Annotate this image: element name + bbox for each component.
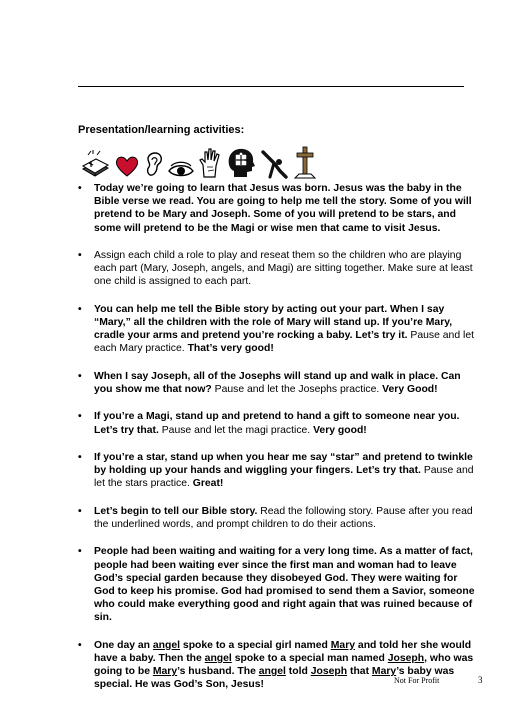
activity-icon-row <box>80 145 316 179</box>
text-segment: When I say Joseph, all of the Josephs will stand up and walk in place. Can you show me that now? <box>94 370 461 395</box>
bible-icon <box>80 149 110 179</box>
underlined-cue-word: Mary <box>371 666 397 678</box>
puzzle-head-icon <box>226 147 256 179</box>
list-item <box>78 249 480 289</box>
bullet-glyph: • <box>78 639 82 651</box>
text-segment: Very good! <box>313 424 367 436</box>
underlined-cue-word: angel <box>204 652 232 664</box>
text-segment: told <box>285 666 311 678</box>
page-number: 3 <box>478 675 483 685</box>
list-item <box>78 451 480 491</box>
underlined-cue-word: Mary <box>330 639 356 651</box>
text-segment: Let’s begin to tell our Bible story. <box>94 505 258 517</box>
ear-icon <box>144 151 164 179</box>
cross-icon <box>294 145 316 179</box>
text-segment: If you’re a star, stand up when you hear me say “star” and pretend to twinkle by holding up your hands and wiggling your fingers. Let’s try that. <box>94 451 473 477</box>
underlined-cue-word: Mary <box>152 666 178 678</box>
text-segment: You can help me tell the Bible story by acting out your part. When I say “Mary,” all the children with the role of Mary will stand up. If you’re Mary, cradle your arms and pretend you’re rocking a baby. Let’s try it. <box>94 303 453 342</box>
text-segment: Read the following story. Pause after you read the underlined words, and prompt children to do their actions. <box>94 505 473 530</box>
hand-icon <box>198 147 222 179</box>
text-segment: Very Good! <box>382 384 438 395</box>
bullet-glyph: • <box>78 451 82 463</box>
text-segment: spoke to a special man named <box>231 652 388 664</box>
list-item <box>78 505 480 531</box>
list-item <box>78 410 480 436</box>
bullet-glyph: • <box>78 370 82 382</box>
bullet-glyph: • <box>78 183 82 194</box>
activity-list <box>78 182 480 706</box>
stretching-person-icon <box>260 149 290 179</box>
bullet-glyph: • <box>78 250 82 261</box>
text-segment: Pause and let the stars practice. <box>94 465 474 490</box>
list-item <box>78 545 480 624</box>
underlined-cue-word: angel <box>152 639 181 651</box>
bullet-glyph: • <box>78 546 82 558</box>
underlined-cue-word: angel <box>258 666 286 678</box>
bullet-glyph: • <box>78 303 82 315</box>
list-item <box>78 370 480 396</box>
text-segment: that <box>347 666 372 678</box>
list-item <box>78 303 480 356</box>
text-segment: Pause and let the magi practice. <box>158 424 314 436</box>
heart-icon <box>114 153 140 179</box>
list-item <box>78 182 480 235</box>
text-segment: If you’re a Magi, stand up and pretend to hand a gift to someone near you. Let’s try that. <box>94 411 460 436</box>
underlined-cue-word: Joseph <box>310 666 348 678</box>
text-segment: People had been waiting and waiting for a very long time. As a matter of fact, people had been waiting ever since the first man and woman had to leave God’s special garden because they disobeyed God. They were waiting for God to keep his promise. God had promised to send them a Savior, someone who could make everything good and right again that was ruined because of sin. <box>94 546 475 624</box>
text-segment: spoke to a special girl named <box>180 639 331 651</box>
text-segment: Pause and let the Josephs practice. <box>211 384 383 395</box>
section-title: Presentation/learning activities: <box>78 124 245 136</box>
footer-label: Not For Profit <box>394 676 440 685</box>
text-segment: and told her she would have a baby. Then the <box>94 639 472 664</box>
underlined-cue-word: Joseph <box>387 652 425 664</box>
text-segment: Today we’re going to learn that Jesus was born. Jesus was the baby in the Bible verse we read. You are going to help me tell the story. Some of you will pretend to be Mary and Joseph. Some of you will pretend to be stars, and some will pretend to be the Magi or wise men that came to visit Jesus. <box>94 183 472 234</box>
text-segment: That’s very good! <box>187 343 274 355</box>
header-rule <box>78 86 464 87</box>
text-segment: , who was going to be <box>94 652 474 678</box>
text-segment: Great! <box>192 478 224 490</box>
text-segment: Assign each child a role to play and reseat them so the children who are playing each part (Mary, Joseph, angels, and Magi) are sitting together. Make sure at least one child is assigned to each part. <box>94 250 473 288</box>
eye-icon <box>168 161 194 179</box>
text-segment: Pause and let each Mary practice. <box>94 330 474 355</box>
text-segment: ’s baby was special. He was God’s Son, Jesus! <box>94 666 455 691</box>
bullet-glyph: • <box>78 411 82 423</box>
bullet-glyph: • <box>78 505 82 517</box>
text-segment: One day an <box>94 639 153 651</box>
text-segment: ’s husband. The <box>177 666 259 678</box>
